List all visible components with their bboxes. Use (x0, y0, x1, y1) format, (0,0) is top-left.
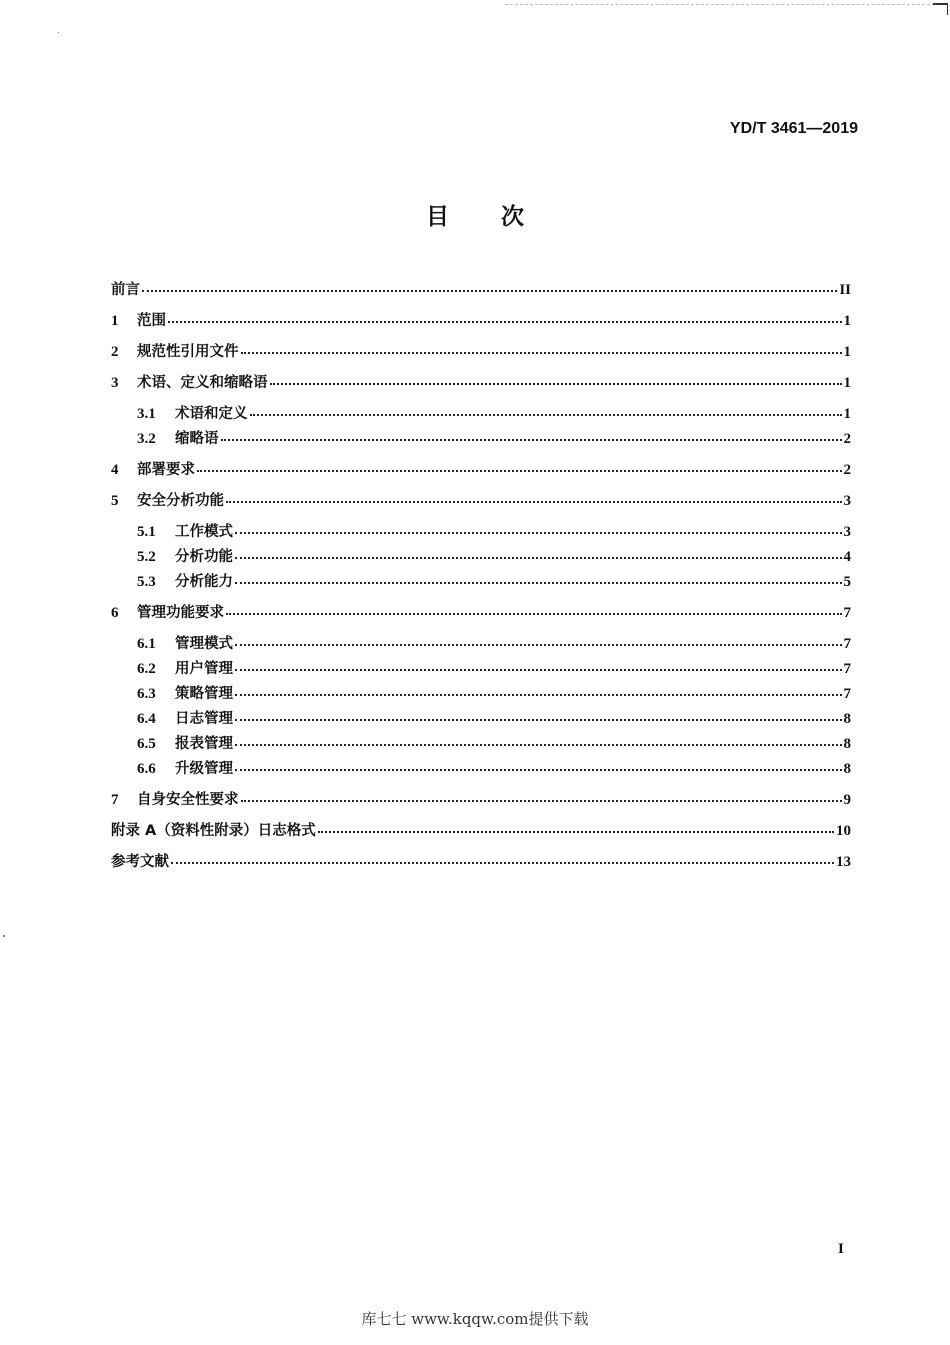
toc-entry-title: 前言 (111, 282, 140, 298)
toc-entry-title: 规范性引用文件 (137, 344, 239, 360)
toc-entry-number: 5.3 (137, 574, 156, 590)
toc-entry-6-4[interactable] (137, 707, 851, 729)
toc-entry-page: 7 (843, 636, 851, 652)
toc-entry-6-3[interactable] (137, 682, 851, 704)
toc-entry-title: 工作模式 (175, 524, 233, 540)
toc-entry-5-2[interactable] (137, 545, 851, 567)
toc-entry-page: 8 (843, 761, 851, 777)
toc-entry-title: 缩略语 (175, 431, 219, 447)
toc-entry-6-2[interactable] (137, 657, 851, 679)
toc-entry-number: 3 (111, 375, 119, 391)
toc-entry-page: 3 (843, 524, 851, 540)
dot-leader (221, 439, 842, 441)
toc-entry-number: 3.2 (137, 431, 156, 447)
toc-entry-2[interactable] (111, 340, 851, 362)
toc-entry-page: 2 (843, 462, 851, 478)
toc-entry-title: 升级管理 (175, 761, 233, 777)
toc-entry-title: 参考文献 (111, 854, 169, 870)
toc-entry-number: 6 (111, 605, 119, 621)
dot-leader (235, 744, 842, 746)
toc-entry-3[interactable] (111, 371, 851, 393)
dot-leader (235, 532, 842, 534)
scan-speck (58, 32, 59, 33)
download-credit: 库七七 www.kqqw.com提供下载 (361, 1310, 589, 1328)
toc-entry-title: 分析功能 (175, 549, 233, 565)
toc-entry-page: 5 (843, 574, 851, 590)
toc-entry-number: 2 (111, 344, 119, 360)
page-number: I (838, 1241, 844, 1257)
dot-leader (235, 769, 842, 771)
toc-entry-page: 2 (843, 431, 851, 447)
dot-leader (235, 582, 842, 584)
toc-entry-number: 7 (111, 792, 119, 808)
toc-entry-4[interactable] (111, 458, 851, 480)
toc-entry-page: 8 (843, 736, 851, 752)
toc-entry-page: 10 (836, 823, 851, 839)
toc-entry-1[interactable] (111, 309, 851, 331)
toc-entry-title: 部署要求 (137, 462, 195, 478)
toc-entry-6[interactable] (111, 601, 851, 623)
dot-leader (226, 501, 842, 503)
toc-entry-page: 1 (843, 344, 851, 360)
dot-leader (142, 290, 837, 292)
toc-entry-3-1[interactable] (137, 402, 851, 424)
toc-entry-number: 6.2 (137, 661, 156, 677)
toc-entry-page: 1 (843, 406, 851, 422)
toc-entry-6-1[interactable] (137, 632, 851, 654)
dot-leader (270, 383, 842, 385)
toc-entry-page: II (839, 282, 851, 298)
toc-entry-title: 范围 (137, 313, 166, 329)
toc-heading-char: 次 (501, 204, 524, 230)
toc-entry-page: 13 (836, 854, 851, 870)
dot-leader (235, 644, 842, 646)
toc-entry-number: 6.3 (137, 686, 156, 702)
scan-artifact-top-edge (505, 4, 945, 6)
toc-entry-number: 5.1 (137, 524, 156, 540)
toc-entry-number: 1 (111, 313, 119, 329)
toc-entry-title: 术语和定义 (175, 406, 248, 422)
toc-entry-6-6[interactable] (137, 757, 851, 779)
dot-leader (250, 414, 842, 416)
toc-entry-title: 管理功能要求 (137, 605, 224, 621)
dot-leader (235, 719, 842, 721)
toc-entry-6-5[interactable] (137, 732, 851, 754)
toc-heading (0, 198, 950, 231)
toc-entry-title: 管理模式 (175, 636, 233, 652)
dot-leader (318, 831, 834, 833)
toc-entry-page: 8 (843, 711, 851, 727)
toc-entry-5-1[interactable] (137, 520, 851, 542)
toc-entry-foreword[interactable] (111, 278, 851, 300)
toc-entry-page: 1 (843, 375, 851, 391)
toc-entry-number: 5 (111, 493, 119, 509)
toc-entry-number: 5.2 (137, 549, 156, 565)
dot-leader (235, 669, 842, 671)
toc-entry-3-2[interactable] (137, 427, 851, 449)
standard-code: YD/T 3461—2019 (729, 120, 858, 137)
toc-entry-number: 3.1 (137, 406, 156, 422)
toc-heading-char: 目 (426, 204, 449, 230)
toc-entry-number: 6.1 (137, 636, 156, 652)
toc-entry-page: 7 (843, 605, 851, 621)
dot-leader (197, 470, 842, 472)
dot-leader (241, 352, 842, 354)
toc-entry-title: 附录 A（资料性附录）日志格式 (111, 823, 316, 839)
toc-entry-title: 分析能力 (175, 574, 233, 590)
toc-entry-7[interactable] (111, 788, 851, 810)
scan-artifact-corner (933, 3, 948, 15)
dot-leader (168, 321, 842, 323)
toc-entry-title: 自身安全性要求 (137, 792, 239, 808)
toc-entry-5[interactable] (111, 489, 851, 511)
toc-entry-title: 用户管理 (175, 661, 233, 677)
toc-entry-appendix-a[interactable] (111, 819, 851, 841)
toc-entry-number: 6.5 (137, 736, 156, 752)
toc-entry-page: 9 (843, 792, 851, 808)
toc-entry-number: 4 (111, 462, 119, 478)
toc-entry-page: 7 (843, 686, 851, 702)
toc-entry-title: 术语、定义和缩略语 (137, 375, 268, 391)
toc-entry-number: 6.6 (137, 761, 156, 777)
dot-leader (235, 557, 842, 559)
dot-leader (226, 613, 842, 615)
toc-entry-page: 3 (843, 493, 851, 509)
toc-entry-bibliography[interactable] (111, 850, 851, 872)
toc-entry-title: 日志管理 (175, 711, 233, 727)
dot-leader (171, 862, 834, 864)
toc-entry-number: 6.4 (137, 711, 156, 727)
dot-leader (241, 800, 842, 802)
toc-entry-page: 1 (843, 313, 851, 329)
scan-speck (3, 935, 5, 937)
toc-entry-page: 4 (843, 549, 851, 565)
toc-entry-page: 7 (843, 661, 851, 677)
toc-entry-title: 报表管理 (175, 736, 233, 752)
toc-entry-5-3[interactable] (137, 570, 851, 592)
toc-entry-title: 安全分析功能 (137, 493, 224, 509)
dot-leader (235, 694, 842, 696)
toc-entry-title: 策略管理 (175, 686, 233, 702)
